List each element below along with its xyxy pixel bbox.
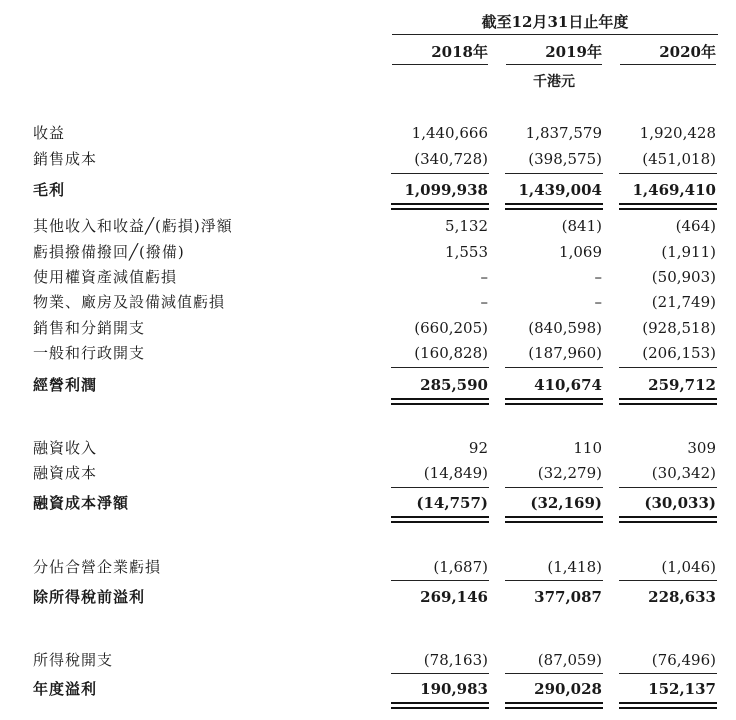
unit-label: 千港元 bbox=[533, 74, 575, 90]
value-2018: (1,687) bbox=[433, 558, 488, 576]
row-label: 除所得稅前溢利 bbox=[33, 588, 146, 606]
value-2019: 1,837,579 bbox=[525, 124, 602, 142]
total-double-rule bbox=[619, 203, 717, 210]
row-cost-of-sales bbox=[0, 147, 736, 171]
value-2020: (21,749) bbox=[651, 293, 716, 311]
value-2018: 1,099,938 bbox=[404, 181, 488, 199]
subtotal-rule bbox=[619, 580, 717, 581]
value-2018: (14,757) bbox=[416, 494, 488, 512]
value-2020: (30,342) bbox=[651, 464, 716, 482]
subtotal-rule bbox=[505, 673, 603, 674]
value-2019: (841) bbox=[561, 217, 602, 235]
value-2020: 1,920,428 bbox=[639, 124, 716, 142]
value-2018: 5,132 bbox=[445, 217, 488, 235]
value-2019: 410,674 bbox=[534, 376, 602, 394]
value-2019: (187,960) bbox=[528, 344, 602, 362]
value-2020: 309 bbox=[687, 439, 716, 457]
value-2019: 1,069 bbox=[559, 243, 602, 261]
row-finance-costs bbox=[0, 461, 736, 485]
row-ppe-impairment bbox=[0, 290, 736, 314]
row-label: 物業、廠房及設備減值虧損 bbox=[33, 293, 226, 311]
total-double-rule bbox=[505, 702, 603, 709]
value-2019: 1,439,004 bbox=[518, 181, 602, 199]
value-2019: (398,575) bbox=[528, 150, 602, 168]
row-label: 融資收入 bbox=[33, 439, 98, 457]
row-admin-expenses bbox=[0, 341, 736, 365]
value-2018: (340,728) bbox=[414, 150, 488, 168]
value-2019: (87,059) bbox=[537, 651, 602, 669]
value-2018: 285,590 bbox=[420, 376, 488, 394]
value-2020: (451,018) bbox=[642, 150, 716, 168]
subtotal-rule bbox=[619, 487, 717, 488]
value-2020: (1,046) bbox=[661, 558, 716, 576]
subtotal-rule bbox=[391, 173, 489, 174]
subtotal-rule bbox=[391, 487, 489, 488]
total-double-rule bbox=[619, 516, 717, 523]
subtotal-rule bbox=[391, 673, 489, 674]
subtotal-rule bbox=[391, 367, 489, 368]
value-2019: (840,598) bbox=[528, 319, 602, 337]
total-double-rule bbox=[391, 702, 489, 709]
total-double-rule bbox=[619, 398, 717, 405]
total-double-rule bbox=[391, 203, 489, 210]
value-2019: 377,087 bbox=[534, 588, 602, 606]
total-double-rule bbox=[619, 702, 717, 709]
subtotal-rule bbox=[619, 173, 717, 174]
total-double-rule bbox=[391, 516, 489, 523]
value-2019: (32,169) bbox=[530, 494, 602, 512]
value-2019: – bbox=[594, 268, 602, 286]
subtotal-rule bbox=[505, 173, 603, 174]
row-label: 其他收入和收益╱(虧損)淨額 bbox=[33, 217, 233, 235]
row-operating-profit bbox=[0, 373, 736, 397]
row-profit-for-year bbox=[0, 677, 736, 701]
value-2019: (1,418) bbox=[547, 558, 602, 576]
row-label: 虧損撥備撥回╱(撥備) bbox=[33, 243, 185, 261]
value-2020: (50,903) bbox=[651, 268, 716, 286]
value-2020: (1,911) bbox=[661, 243, 716, 261]
value-2020: (76,496) bbox=[651, 651, 716, 669]
row-label: 經營利潤 bbox=[33, 376, 98, 394]
subtotal-rule bbox=[391, 580, 489, 581]
value-2018: 269,146 bbox=[420, 588, 488, 606]
subtotal-rule bbox=[505, 487, 603, 488]
value-2019: (32,279) bbox=[537, 464, 602, 482]
value-2020: (30,033) bbox=[644, 494, 716, 512]
value-2018: (78,163) bbox=[423, 651, 488, 669]
row-rou-impairment bbox=[0, 265, 736, 289]
total-double-rule bbox=[505, 398, 603, 405]
value-2019: 290,028 bbox=[534, 680, 602, 698]
value-2020: (928,518) bbox=[642, 319, 716, 337]
year-header-2018: 2018年 bbox=[392, 40, 488, 65]
row-label: 融資成本淨額 bbox=[33, 494, 130, 512]
row-label: 融資成本 bbox=[33, 464, 98, 482]
value-2019: 110 bbox=[573, 439, 602, 457]
row-label: 銷售成本 bbox=[33, 150, 98, 168]
subtotal-rule bbox=[505, 580, 603, 581]
total-double-rule bbox=[391, 398, 489, 405]
row-label: 所得稅開支 bbox=[33, 651, 114, 669]
total-double-rule bbox=[505, 516, 603, 523]
value-2020: 1,469,410 bbox=[632, 181, 716, 199]
year-header-2020: 2020年 bbox=[620, 40, 716, 65]
subtotal-rule bbox=[619, 673, 717, 674]
value-2020: 259,712 bbox=[648, 376, 716, 394]
value-2018: (160,828) bbox=[414, 344, 488, 362]
value-2018: – bbox=[480, 268, 488, 286]
row-income-tax bbox=[0, 648, 736, 672]
row-gross-profit bbox=[0, 178, 736, 202]
row-selling-expenses bbox=[0, 316, 736, 340]
row-label: 分佔合營企業虧損 bbox=[33, 558, 162, 576]
row-revenue bbox=[0, 121, 736, 145]
total-double-rule bbox=[505, 203, 603, 210]
row-share-of-jv-loss bbox=[0, 555, 736, 579]
row-label: 銷售和分銷開支 bbox=[33, 319, 146, 337]
row-finance-income bbox=[0, 436, 736, 460]
row-profit-before-tax bbox=[0, 585, 736, 609]
value-2020: (206,153) bbox=[642, 344, 716, 362]
subtotal-rule bbox=[505, 367, 603, 368]
row-label: 年度溢利 bbox=[33, 680, 98, 698]
value-2018: – bbox=[480, 293, 488, 311]
row-net-finance-costs bbox=[0, 491, 736, 515]
value-2018: 1,440,666 bbox=[411, 124, 488, 142]
value-2018: 190,983 bbox=[420, 680, 488, 698]
subtotal-rule bbox=[619, 367, 717, 368]
value-2018: (660,205) bbox=[414, 319, 488, 337]
row-loss-allowance bbox=[0, 240, 736, 264]
value-2018: (14,849) bbox=[423, 464, 488, 482]
value-2018: 92 bbox=[468, 439, 488, 457]
row-label: 一般和行政開支 bbox=[33, 344, 146, 362]
value-2020: (464) bbox=[675, 217, 716, 235]
value-2020: 228,633 bbox=[648, 588, 716, 606]
value-2020: 152,137 bbox=[648, 680, 716, 698]
value-2019: – bbox=[594, 293, 602, 311]
row-label: 收益 bbox=[33, 124, 66, 142]
row-other-income bbox=[0, 214, 736, 238]
period-header: 截至12月31日止年度 bbox=[392, 10, 718, 35]
row-label: 毛利 bbox=[33, 181, 66, 199]
row-label: 使用權資產減值虧損 bbox=[33, 268, 178, 286]
year-header-2019: 2019年 bbox=[506, 40, 602, 65]
value-2018: 1,553 bbox=[445, 243, 488, 261]
